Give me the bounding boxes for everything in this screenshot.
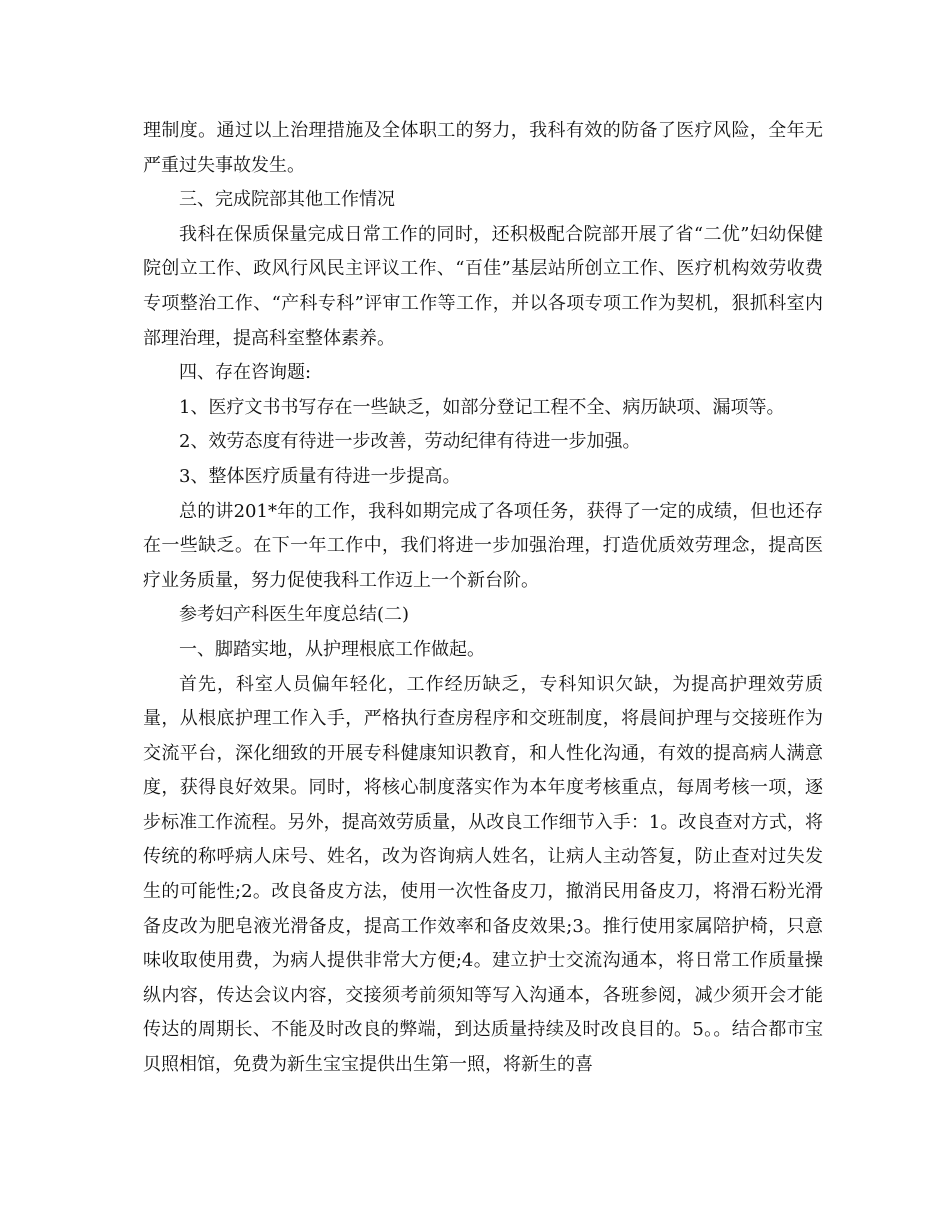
document-body [143,114,823,1083]
list-item-2: 2、效劳态度有待进一步改善，劳动纪律有待进一步加强。 [179,431,641,453]
paragraph-1: 理制度。通过以上治理措施及全体职工的努力，我科有效的防备了医疗风险，全年无严重过失事故发生。 [143,120,823,176]
section-heading-3: 三、完成院部其他工作情况 [179,189,395,211]
paragraph-3: 首先，科室人员偏年轻化，工作经历缺乏，专科知识欠缺，为提高护理效劳质量，从根底护理工作入手，严格执行查房程序和交班制度，将晨间护理与交接班作为交流平台，深化细致的开展专科健康知识教育，和人性化沟通，有效的提高病人满意度，获得良好效果。同时，将核心制度落实作为本年度考核重点，每周考核一项，逐步标准工作流程。另外，提高效劳质量，从改良工作细节入手：1。改良查对方式，将传统的称呼病人床号、姓名，改为咨询病人姓名，让病人主动答复，防止查对过失发生的可能性;2。改良备皮方法，使用一次性备皮刀，撤消民用备皮刀，将滑石粉光滑备皮改为肥皂液光滑备皮，提高工作效率和备皮效果;3。推行使用家属陪护椅，只意味收取使用费，为病人提供非常大方便;4。建立护士交流沟通本，将日常工作质量操纵内容，传达会议内容，交接须考前须知等写入沟通本，各班参阅，减少须开会才能传达的周期长、不能及时改良的弊端，到达质量持续及时改良目的。5。。结合都市宝贝照相馆，免费为新生宝宝提供出生第一照，将新生的喜 [143,673,823,1076]
section-heading-4: 四、存在咨询题: [179,362,312,384]
list-item-1: 1、医疗文书书写存在一些缺乏，如部分登记工程不全、病历缺项、漏项等。 [179,396,785,418]
paragraph-2: 我科在保质保量完成日常工作的同时，还积极配合院部开展了省“二优”妇幼保健院创立工作、政风行风民主评议工作、“百佳”基层站所创立工作、医疗机构效劳收费专项整治工作、“产科专科”评审工作等工作，并以各项专项工作为契机，狠抓科室内部理治理，提高科室整体素养。 [143,223,823,349]
section-heading-1: 一、脚踏实地，从护理根底工作做起。 [179,638,485,660]
list-item-3: 3、整体医疗质量有待进一步提高。 [179,465,461,487]
summary-paragraph: 总的讲201*年的工作，我科如期完成了各项任务，获得了一定的成绩，但也还存在一些缺乏。在下一年工作中，我们将进一步加强治理，打造优质效劳理念，提高医疗业务质量，努力促使我科工作迈上一个新台阶。 [143,500,823,591]
part-two-title: 参考妇产科医生年度总结(二) [179,604,410,626]
